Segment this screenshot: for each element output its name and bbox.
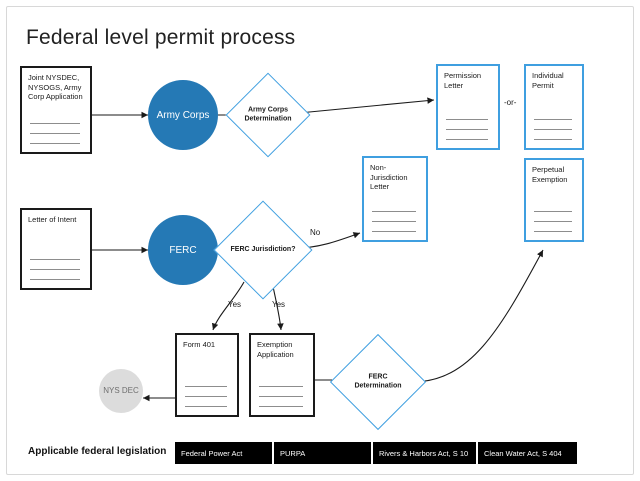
legend-chip-rivers-harbors-act[interactable]: Rivers & Harbors Act, S 10 — [373, 442, 476, 464]
node-ferc-jurisdiction[interactable] — [228, 215, 298, 285]
node-form-401-label: Form 401 — [183, 340, 216, 349]
doc-lines — [534, 110, 572, 140]
node-army-corps-determination[interactable] — [238, 85, 298, 145]
legend-chip-purpa[interactable]: PURPA — [274, 442, 371, 464]
edge-label-no: No — [310, 228, 321, 237]
doc-lines — [259, 377, 303, 407]
node-permission-letter-label: Permission Letter — [444, 71, 482, 90]
node-army-corps[interactable] — [148, 80, 218, 150]
edge-label-yes-right: Yes — [272, 300, 286, 309]
node-nys-dec[interactable] — [99, 369, 143, 413]
node-ferc-determination[interactable] — [344, 348, 412, 416]
node-exemption-application[interactable] — [249, 333, 315, 417]
node-ferc-jurisdiction-label: FERC Jurisdiction? — [230, 245, 296, 253]
node-permission-letter[interactable] — [436, 64, 500, 150]
node-ferc-determination-label: FERC Determination — [354, 373, 402, 389]
node-non-jurisdiction-letter-label: Non-Jurisdiction Letter — [370, 163, 408, 191]
edge-label-or: -or- — [504, 98, 517, 107]
node-exemption-application-label: Exemption Application — [257, 340, 294, 359]
node-letter-of-intent[interactable] — [20, 208, 92, 290]
node-perpetual-exemption-label: Perpetual Exemption — [532, 165, 568, 184]
node-letter-of-intent-label: Letter of Intent — [28, 215, 77, 224]
legend-chip-clean-water-act[interactable]: Clean Water Act, S 404 — [478, 442, 577, 464]
node-individual-permit-label: Individual Permit — [532, 71, 564, 90]
doc-lines — [30, 250, 80, 280]
node-perpetual-exemption[interactable] — [524, 158, 584, 242]
doc-lines — [372, 202, 416, 232]
doc-lines — [30, 114, 80, 144]
node-individual-permit[interactable] — [524, 64, 584, 150]
node-joint-application-label: Joint NYSDEC, NYSOGS, Army Corp Application — [28, 73, 83, 101]
node-ferc-label: FERC — [169, 244, 197, 256]
doc-lines — [534, 202, 572, 232]
node-army-corps-label: Army Corps — [156, 109, 210, 121]
legend-title: Applicable federal legislation — [28, 446, 167, 457]
node-joint-application[interactable] — [20, 66, 92, 154]
doc-lines — [185, 377, 227, 407]
node-form-401[interactable] — [175, 333, 239, 417]
node-nys-dec-label: NYS DEC — [103, 386, 139, 395]
page-title: Federal level permit process — [26, 26, 296, 49]
doc-lines — [446, 110, 488, 140]
node-army-corps-determination-label: Army Corps Determination — [244, 106, 292, 122]
node-ferc[interactable] — [148, 215, 218, 285]
edge-label-yes-left: Yes — [228, 300, 242, 309]
node-non-jurisdiction-letter[interactable] — [362, 156, 428, 242]
legend-chip-federal-power-act[interactable]: Federal Power Act — [175, 442, 272, 464]
